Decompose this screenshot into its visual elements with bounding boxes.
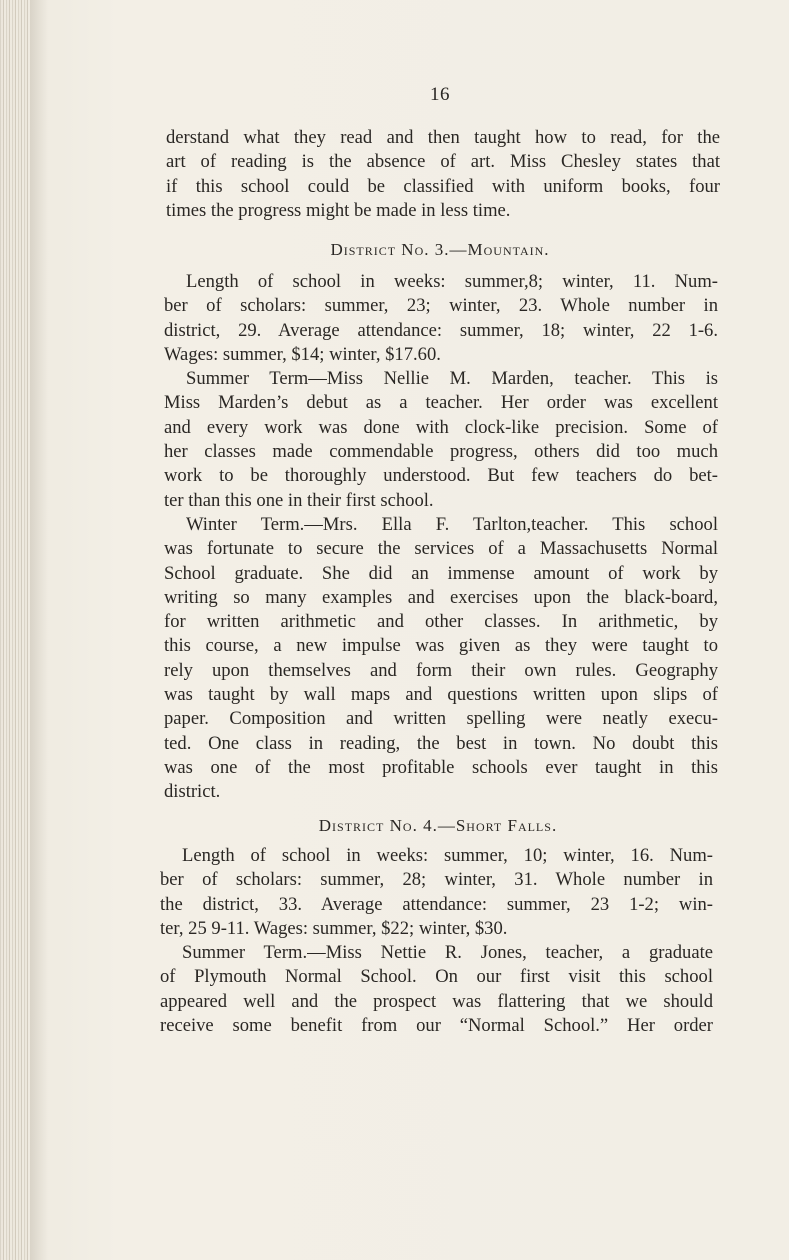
text-line: times the progress might be made in less time. — [166, 199, 511, 221]
district-4-body — [160, 844, 713, 1038]
text-line: receive some benefit from our “Normal School.” Her order — [160, 1015, 713, 1037]
text-line: if this school could be classified with uniform books, four — [166, 175, 720, 197]
text-line: Miss Marden’s debut as a teacher. Her order was excellent — [164, 392, 718, 414]
text-line: ber of scholars: summer, 28; winter, 31. Whole number in — [160, 869, 713, 891]
text-line: ter, 25 9-11. Wages: summer, $22; winter, $30. — [160, 917, 508, 939]
text-line: School graduate. She did an immense amount of work by — [164, 562, 718, 584]
text-line: Summer Term—Miss Nellie M. Marden, teacher. This is — [186, 368, 718, 390]
text-line: art of reading is the absence of art. Miss Chesley states that — [166, 151, 720, 173]
text-line: work to be thoroughly understood. But few teachers do bet- — [164, 465, 718, 487]
binding-shadow — [30, 0, 48, 1260]
text-line: and every work was done with clock-like precision. Some of — [164, 416, 718, 438]
text-line: paper. Composition and written spelling were neatly execu- — [164, 708, 718, 730]
text-line: the district, 33. Average attendance: summer, 23 1-2; win- — [160, 893, 713, 915]
text-line: ted. One class in reading, the best in town. No doubt this — [164, 732, 718, 754]
text-line: appeared well and the prospect was flattering that we should — [160, 990, 713, 1012]
text-line: Winter Term.—Mrs. Ella F. Tarlton,teacher. This school — [186, 513, 718, 535]
text-line: of Plymouth Normal School. On our first visit this school — [160, 966, 713, 988]
text-line: Wages: summer, $14; winter, $17.60. — [164, 343, 441, 365]
text-line: writing so many examples and exercises upon the black-board, — [164, 586, 718, 608]
text-line: ter than this one in their first school. — [164, 489, 434, 511]
text-line: rely upon themselves and form their own rules. Geography — [164, 659, 718, 681]
text-line: was one of the most profitable schools ever taught in this — [164, 756, 718, 778]
page-edges — [0, 0, 30, 1260]
district-3-body — [164, 270, 718, 805]
text-line: district. — [164, 781, 221, 803]
district-4-heading: District No. 4.—Short Falls. — [318, 816, 558, 835]
text-line: was fortunate to secure the services of a Massachusetts Normal — [164, 538, 718, 560]
text-line: district, 29. Average attendance: summer, 18; winter, 22 1-6. — [164, 319, 718, 341]
text-line: Length of school in weeks: summer, 10; winter, 16. Num- — [182, 845, 713, 866]
text-line: Length of school in weeks: summer,8; winter, 11. Num- — [186, 271, 718, 292]
text-line: for written arithmetic and other classes. In arithmetic, by — [164, 611, 718, 633]
text-line: her classes made commendable progress, others did too much — [164, 441, 718, 463]
text-line: ber of scholars: summer, 23; winter, 23. Whole number in — [164, 295, 718, 317]
text-line: this course, a new impulse was given as they were taught to — [164, 635, 718, 657]
text-line: Summer Term.—Miss Nettie R. Jones, teacher, a graduate — [182, 942, 713, 964]
text-line: was taught by wall maps and questions written upon slips of — [164, 684, 718, 706]
district-3-heading: District No. 3.—Mountain. — [330, 240, 550, 259]
continued-paragraph — [166, 126, 720, 223]
text-line: derstand what they read and then taught how to read, for the — [166, 127, 720, 148]
page-number: 16 — [430, 84, 450, 105]
